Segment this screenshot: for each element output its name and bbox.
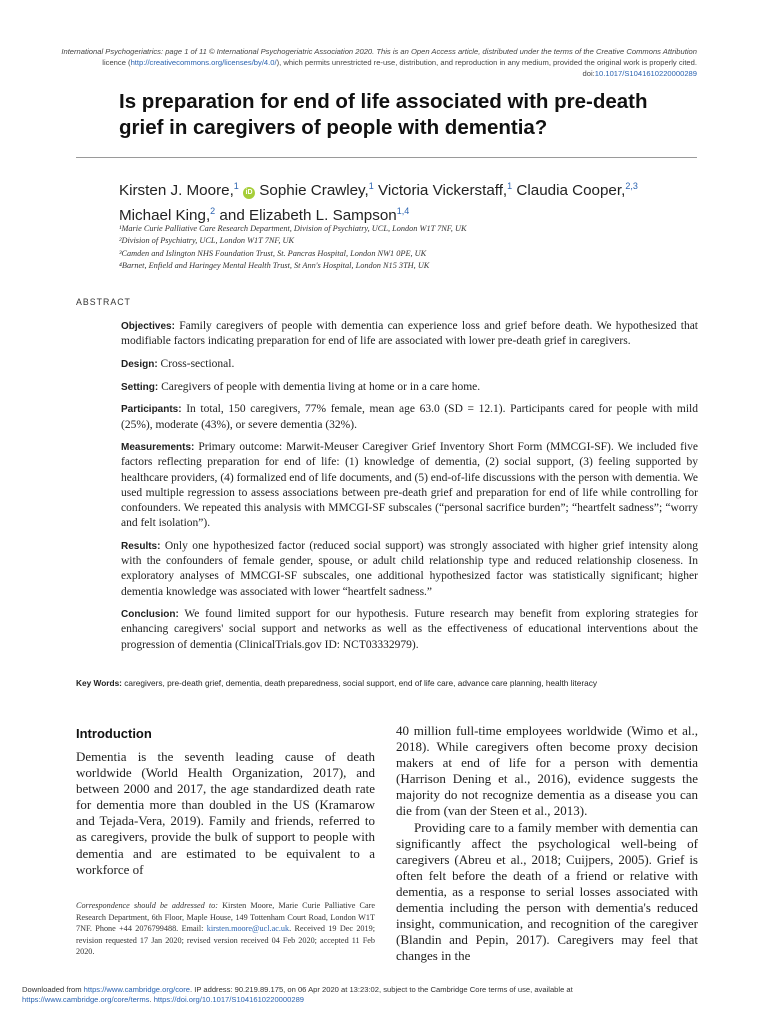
abstract-measurements [121,440,698,531]
author-name: Kirsten J. Moore, [119,182,234,200]
abstract-results [121,539,698,600]
body-paragraph: Providing care to a family member with dementia can significantly affect the psychological well-being of caregivers (Abreu et al., 2018; Cuijpers, 2005). Grief is often felt before the death of a friend or relative with dementia, as a response to serial losses associated with dementia including the person with dementia's reduced insight, communication, and recognition of the caregiver (Blandin and Pepin, 2017). Caregivers may feel that changes in the [396,819,698,964]
correspondence-note [76,900,375,958]
correspondence-label: Correspondence should be addressed to: [76,901,218,910]
keywords-text: caregivers, pre-death grief, dementia, death preparedness, social support, end of life care, advance care planning, health literacy [124,678,598,688]
section-text: In total, 150 caregivers, 77% female, mean age 63.0 (SD = 12.1). Participants cared for people with mild (25%), moderate (43%), or severe dementia (32%). [121,403,699,431]
download-footer [22,985,722,1006]
affiliations [119,223,679,272]
footer-text: . IP address: 90.219.89.175, on 06 Apr 2020 at 13:23:02, subject to the Cambridge Core terms of use, available at [190,985,573,994]
license-text-b: ), which permits unrestricted re-use, distribution, and reproduction in any medium, provided the original work is properly cited. [276,58,697,67]
abstract-participants [121,402,698,432]
affiliation: ¹Marie Curie Palliative Care Research Department, Division of Psychiatry, UCL, London W1T 7NF, UK [119,224,467,233]
section-label: Measurements: [121,442,195,454]
section-text: Caregivers of people with dementia living at home or in a care home. [161,380,481,393]
doi-label: doi: [582,69,595,78]
abstract-heading: ABSTRACT [76,297,131,307]
author-affil-ref[interactable]: 1 [368,181,374,191]
footer-doi-link[interactable]: https://doi.org/10.1017/S1041610220000289 [153,995,305,1005]
footer-terms-link[interactable]: https://www.cambridge.org/core/terms [22,995,150,1005]
author-name: Sophie Crawley, [259,182,369,200]
correspondence-dates: . Received 19 Dec 2019; revision requested 17 Jan 2020; revised version received 04 Feb 2020; accepted 11 Feb 2020. [76,924,375,957]
author-name: and Elizabeth L. Sampson [219,207,397,225]
orcid-icon[interactable]: iD [243,187,255,199]
section-text: We found limited support for our hypothesis. Future research may benefit from exploring strategies for enhancing caregivers' social support and networks as well as the effectiveness of educational interventions about the progression of dementia (ClinicalTrials.gov ID: NCT03332979). [121,608,699,651]
section-label: Setting: [121,381,159,393]
section-text: Cross-sectional. [160,357,235,370]
affiliation: ²Division of Psychiatry, UCL, London W1T 7NF, UK [119,236,295,246]
keywords-label: Key Words: [76,678,122,688]
section-label: Results: [121,540,161,552]
section-label: Participants: [121,404,182,416]
correspondence-email-link[interactable]: kirsten.moore@ucl.ac.uk [206,924,290,934]
intro-heading: Introduction [76,726,152,741]
abstract-design [121,357,698,372]
footer-text: Downloaded from [22,985,82,994]
section-label: Objectives: [121,321,175,332]
body-paragraph: Dementia is the seventh leading cause of death worldwide (World Health Organization, 2017), and between 2000 and 2017, the age standardized death rate for dementia more than doubled in the US (Kramarow and Tejada-Vera, 2019). Family and friends, referred to as caregivers, provide the bulk of support to people with dementia and are estimated to be equivalent to a workforce of [76,749,375,877]
doi-link[interactable]: 10.1017/S1041610220000289 [594,69,697,78]
author-name: Michael King, [119,207,211,225]
footer-text: . [149,995,152,1005]
license-link[interactable]: http://creativecommons.org/licenses/by/4.0/ [130,58,277,67]
author-list [119,176,699,226]
right-column [396,723,698,964]
author-affil-ref[interactable]: 1 [233,181,239,191]
author-affil-ref[interactable]: 1 [507,181,513,191]
abstract-setting [121,380,698,395]
abstract-conclusion [121,607,698,653]
author-name: Claudia Cooper, [516,182,626,200]
author-affil-ref[interactable]: 2,3 [625,181,638,191]
abstract [121,319,698,660]
body-paragraph: 40 million full-time employees worldwide (Wimo et al., 2018). While caregivers often become proxy decision makers at end of life for a person with dementia (Harrison Dening et al., 2016), evidence suggests the majority do not recognize dementia as a disease you can die from (van der Steen et al., 2013). [396,723,698,819]
section-text: Only one hypothesized factor (reduced social support) was strongly associated with higher grief intensity along with the confounders of female gender, spouse, or adult child relationship type and reduced relationship closeness. In exploratory analyses of MMCGI-SF subscales, one additional hypothesized factor was statistically significant; higher dementia knowledge was associated with lower “heartfelt sadness.” [121,539,699,598]
section-text: Family caregivers of people with dementia can experience loss and grief before death. We hypothesized that modifiable factors indicating preparation for end of life are associated with lower pre-death grief in caregivers. [121,320,699,348]
journal-notice: International Psychogeriatrics: page 1 of 11 © International Psychogeriatric Association 2020. This is an Open Access article, distributed under the terms of the Creative Commons Attribution [61,47,697,56]
footer-core-link[interactable]: https://www.cambridge.org/core [83,985,190,994]
affiliation: ³Camden and Islington NHS Foundation Trust, St. Pancras Hospital, London NW1 0PE, UK [119,248,427,258]
journal-header [57,46,697,79]
left-column [76,749,375,878]
article-title: Is preparation for end of life associated with pre-death grief in caregivers of people with dementia? [119,90,648,139]
section-label: Design: [121,358,158,370]
section-text: Primary outcome: Marwit-Meuser Caregiver Grief Inventory Short Form (MMCGI-SF). We included five factors reflecting preparation for end of life: (1) knowledge of dementia, (2) social support, (3) feeling supported by healthcare providers, (4) formalized end of life documents, and (5) end-of-life discussions with the person with dementia. We used multiple regression to assess associations between pre-death grief and preparation for end of life while controlling for confounders. We repeated this analysis with MMCGI-SF subscales (“personal sacrifice burden”; “heartfelt sadness”; “worry and felt isolation”). [121,441,698,530]
correspondence-text: Kirsten Moore, Marie Curie Palliative Care Research Department, 6th Floor, Maple House, 149 Tottenham Court Road, London W1T 7NF. Phone +44 2076799488. Email: [76,901,375,934]
affiliation: ⁴Barnet, Enfield and Haringey Mental Health Trust, St Ann's Hospital, London N15 3TH, UK [119,260,430,270]
abstract-objectives [121,319,698,349]
author-name: Victoria Vickerstaff, [378,182,508,200]
title-divider [76,157,697,158]
section-label: Conclusion: [121,609,179,621]
license-text-a: licence ( [102,58,131,67]
keywords [76,677,701,689]
author-affil-ref[interactable]: 2 [210,206,216,217]
author-affil-ref[interactable]: 1,4 [396,206,410,217]
